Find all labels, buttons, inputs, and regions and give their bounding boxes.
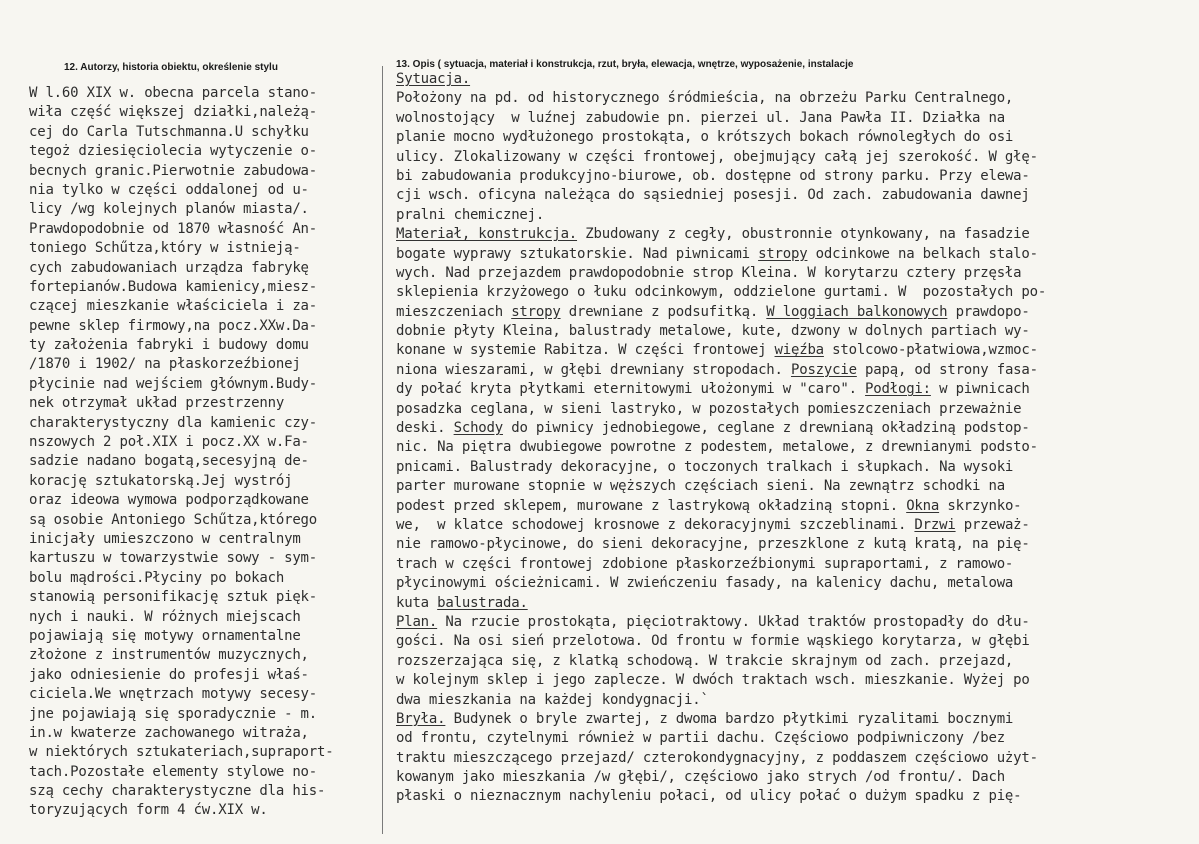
history-line: inicjały umieszczono w centralnym [29, 530, 301, 547]
history-line: tach.Pozostałe elementy stylowe no- [29, 763, 318, 780]
history-line: nek otrzymał układ przestrzenny [29, 395, 285, 412]
description-line: ulicy. Zlokalizowany w części frontowej, obejmujący całą jej szerokość. W głę- [396, 148, 1038, 165]
description-line: parter murowane stopnie w węższych częściach sieni. Na zewnątrz schodki na [396, 478, 1005, 495]
description-line: sklepienia krzyżowego o łuku odcinkowym, oddzielone gurtami. W pozostałych po- [396, 284, 1047, 301]
section-13-heading: 13. Opis ( sytuacja, materiał i konstrukcja, rzut, bryła, elewacja, wnętrze, wyposażenie, instalacje [396, 59, 854, 70]
history-line: wiła część większej działki,należą- [29, 104, 318, 121]
description-line: Sytuacja. [396, 71, 471, 87]
history-line: nych i nauki. W różnych miejscach [29, 608, 301, 625]
description-line: pnicami. Balustrady dekoracyjne, o toczonych tralkach i słupkach. Na wysoki [396, 458, 1014, 475]
history-line: ciciela.We wnętrzach motywy secesy- [29, 686, 318, 703]
history-line: jne pojawiają się sporadycznie - m. [29, 705, 318, 722]
description-line: niona wieszarami, w głębi drewniany stropodach. Poszycie papą, od strony fasa- [396, 361, 1038, 378]
history-line: licy /wg kolejnych planów miasta/. [29, 201, 309, 218]
description-line: trach w części frontowej zdobione płaskorzeźbionymi supraportami, z ramowo- [396, 555, 1014, 572]
description-line: nic. Na piętra dwubiegowe powrotne z podestem, metalowe, z drewnianymi podsto- [396, 439, 1038, 456]
history-line: /1870 i 1902/ na płaskorzeźbionej [29, 356, 301, 373]
description-line: bi zabudowania produkcyjno-biurowe, ob. dostępne od strony parku. Przy elewa- [396, 167, 1030, 184]
history-line: W l.60 XIX w. obecna parcela stano- [29, 85, 318, 101]
section-12-heading: 12. Autorzy, historia obiektu, określenie stylu [64, 62, 278, 73]
history-line: toryzujących form 4 ćw.XIX w. [29, 802, 268, 819]
description-line: dobnie płyty Kleina, balustrady metalowe, kute, dzwony w dolnych partiach wy- [396, 323, 1030, 340]
description-line: kuta balustrada. [396, 594, 528, 611]
history-line: Prawdopodobnie od 1870 własność An- [29, 220, 318, 237]
description-text-column [396, 70, 1191, 807]
history-line: kartuszu w towarzystwie sowy - sym- [29, 550, 318, 567]
description-line: podest przed sklepem, murowane z lastrykową okładziną stopni. Okna skrzynko- [396, 497, 1022, 514]
history-text-column [29, 84, 379, 821]
description-line: wych. Nad przejazdem prawdopodobnie strop Kleina. W korytarzu cztery przęsła [396, 264, 1022, 281]
history-line: sadzie nadano bogatą,secesyjną de- [29, 453, 309, 470]
description-line: pralni chemicznej. [396, 206, 545, 223]
history-line: złożone z instrumentów muzycznych, [29, 647, 309, 664]
history-line: nszowych 2 poł.XIX i pocz.XX w.Fa- [29, 434, 309, 451]
description-line: płycinowymi ościeżnicami. W zwieńczeniu fasady, na kalenicy dachu, metalowa [396, 575, 1014, 592]
history-line: pewne sklep firmowy,na pocz.XXw.Da- [29, 317, 318, 334]
description-line: Materiał, konstrukcja. Zbudowany z cegły, obustronnie otynkowany, na fasadzie [396, 226, 1030, 243]
column-divider [382, 66, 383, 834]
history-line: becnych granic.Pierwotnie zabudowa- [29, 162, 318, 179]
description-line: nie ramowo-płycinowe, do sieni dekoracyjne, przeszklone z kutą kratą, na pię- [396, 536, 1030, 553]
history-line: są osobie Antoniego Schűtza,którego [29, 511, 318, 528]
history-line: cej do Carla Tutschmanna.U schyłku [29, 123, 309, 140]
description-line: mieszczeniach stropy drewniane z podsufitką. W loggiach balkonowych prawdopo- [396, 303, 1030, 320]
history-line: tegoż dziesięciolecia wytyczenie o- [29, 143, 318, 160]
history-line: in.w kwaterze zachowanego witraża, [29, 724, 309, 741]
description-line: w kolejnym sklep i jego zaplecze. W dwóch traktach wsch. mieszkanie. Wyżej po [396, 672, 1030, 689]
history-line: charakterystyczny dla kamienic czy- [29, 414, 318, 431]
description-line: płaski o nieznacznym nachyleniu połaci, od ulicy połać o dużym spadku z pię- [396, 788, 1022, 805]
description-line: we, w klatce schodowej krosnowe z dekoracyjnymi szczeblinami. Drzwi przeważ- [396, 516, 1030, 533]
description-line: Położony na pd. od historycznego śródmieścia, na obrzeżu Parku Centralnego, [396, 90, 1014, 107]
history-line: czącej mieszkanie właściciela i za- [29, 298, 318, 315]
history-line: korację sztukatorską.Jej wystrój [29, 472, 293, 489]
description-line: deski. Schody do piwnicy jednobiegowe, ceglane z drewnianą okładziną podstop- [396, 420, 1030, 437]
history-line: ty założenia fabryki i budowy domu [29, 337, 309, 354]
description-line: rozszerzająca się, z klatką schodową. W trakcie skrajnym od zach. przejazd, [396, 652, 1014, 669]
history-line: cych zabudowaniach urządza fabrykę [29, 259, 309, 276]
description-line: gości. Na osi sień przelotowa. Od frontu w formie wąskiego korytarza, w głębi [396, 633, 1030, 650]
description-line: posadzka ceglana, w sieni lastryko, w pozostałych pomieszczeniach przeważnie [396, 400, 1022, 417]
description-line: traktu mieszczącego przejazd/ czterokondygnacyjny, z poddaszem częściowo użyt- [396, 749, 1038, 766]
description-line: dwa mieszkania na każdej kondygnacji.` [396, 691, 709, 708]
history-line: pojawiają się motywy ornamentalne [29, 627, 301, 644]
description-line: Bryła. Budynek o bryle zwartej, z dwoma bardzo płytkimi ryzalitami bocznymi [396, 710, 1014, 727]
description-line: Plan. Na rzucie prostokąta, pięciotraktowy. Układ traktów prostopadły do dłu- [396, 613, 1030, 630]
description-line: od frontu, czytelnymi również w partii dachu. Częściowo podpiwniczony /bez [396, 730, 1005, 747]
history-line: bolu mądrości.Płyciny po bokach [29, 569, 285, 586]
history-line: nia tylko w części oddalonej od u- [29, 181, 309, 198]
description-line: konane w systemie Rabitza. W części frontowej więźba stolcowo-płatwiowa,wzmoc- [396, 342, 1038, 359]
description-line: bogate wyprawy sztukatorskie. Nad piwnicami stropy odcinkowe na belkach stalo- [396, 245, 1038, 262]
history-line: szą cechy charakterystyczne dla his- [29, 783, 326, 800]
history-line: fortepianów.Budowa kamienicy,miesz- [29, 278, 318, 295]
history-line: toniego Schűtza,który w istnieją- [29, 240, 301, 257]
history-line: oraz ideowa wymowa podporządkowane [29, 492, 309, 509]
description-line: cji wsch. oficyna należąca do sąsiedniej posesji. Od zach. zabudowania dawnej [396, 187, 1030, 204]
description-line: planie mocno wydłużonego prostokąta, o krótszych bokach równoległych do osi [396, 129, 1014, 146]
description-line: kowanym jako mieszkania /w głębi/, częściowo jako strych /od frontu/. Dach [396, 769, 1005, 786]
description-line: wolnostojący w luźnej zabudowie pn. pierzei ul. Jana Pawła II. Działka na [396, 109, 1005, 126]
history-line: stanowią personifikację sztuk pięk- [29, 589, 318, 606]
history-line: płycinie nad wejściem głównym.Budy- [29, 375, 318, 392]
history-line: jako odniesienie do profesji właś- [29, 666, 309, 683]
history-line: w niektórych sztukateriach,supraport- [29, 744, 334, 761]
description-line: dy połać kryta płytkami eternitowymi ułożonymi w "caro". Podłogi: w piwnicach [396, 381, 1030, 398]
